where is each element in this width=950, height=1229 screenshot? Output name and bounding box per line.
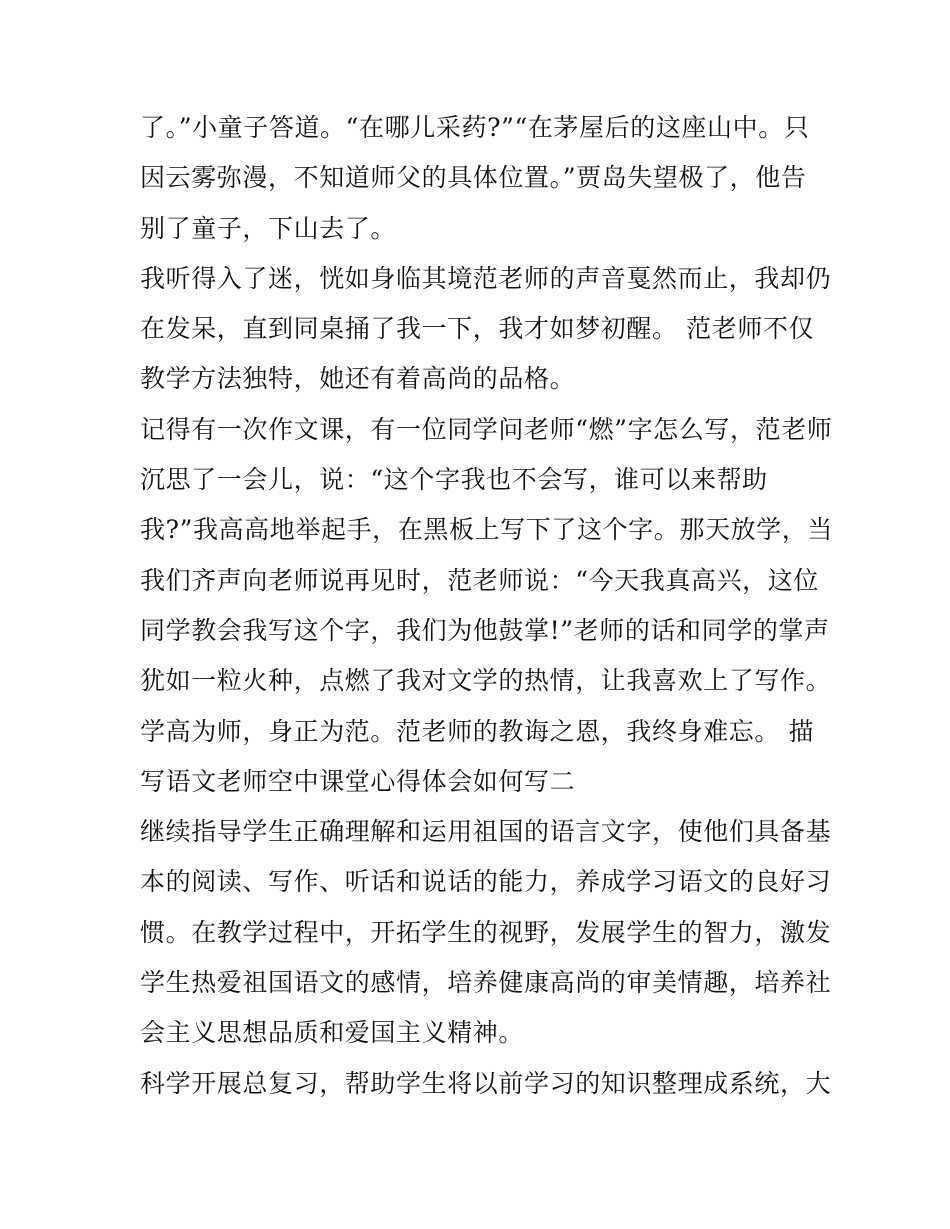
text-line: 学高为师，身正为范。范老师的教诲之恩，我终身难忘。 描: [140, 716, 815, 746]
text-line: 本的阅读、写作、听话和说话的能力，养成学习语文的良好习: [140, 867, 832, 897]
text-line: 惯。在教学过程中，开拓学生的视野，发展学生的智力，激发: [140, 917, 832, 947]
text-line: 沉思了一会儿，说：“这个字我也不会写，谁可以来帮助: [140, 465, 768, 495]
text-line: 同学教会我写这个字，我们为他鼓掌!”老师的话和同学的掌声: [140, 615, 830, 645]
text-line: 我?”我高高地举起手，在黑板上写下了这个字。那天放学，当: [140, 515, 833, 545]
text-line: 我听得入了迷，恍如身临其境范老师的声音戛然而止，我却仍: [140, 263, 832, 293]
text-line: 别了童子，下山去了。: [140, 213, 397, 243]
text-line: 在发呆，直到同桌捅了我一下，我才如梦初醒。 范老师不仅: [140, 314, 815, 344]
text-line: 教学方法独特，她还有着高尚的品格。: [140, 364, 576, 394]
text-line: 了。”小童子答道。“在哪儿采药?”“在茅屋后的这座山中。只: [140, 113, 810, 142]
text-line: 科学开展总复习，帮助学生将以前学习的知识整理成系统，大: [140, 1068, 832, 1098]
text-line: 因云雾弥漫，不知道师父的具体位置。”贾岛失望极了，他告: [140, 163, 807, 193]
text-line: 犹如一粒火种，点燃了我对文学的热情，让我喜欢上了写作。: [140, 666, 832, 696]
text-line: 我们齐声向老师说再见时，范老师说：“今天我真高兴，这位: [140, 565, 819, 595]
body-text: [140, 103, 833, 1109]
text-line: 学生热爱祖国语文的感情，培养健康高尚的审美情趣，培养社: [140, 968, 832, 998]
text-line: 写语文老师空中课堂心得体会如何写二: [140, 766, 576, 796]
text-line: 会主义思想品质和爱国主义精神。: [140, 1018, 525, 1048]
text-line: 记得有一次作文课，有一位同学问老师“燃”字怎么写，范老师: [140, 414, 833, 444]
text-line: 继续指导学生正确理解和运用祖国的语言文字，使他们具备基: [140, 817, 832, 847]
